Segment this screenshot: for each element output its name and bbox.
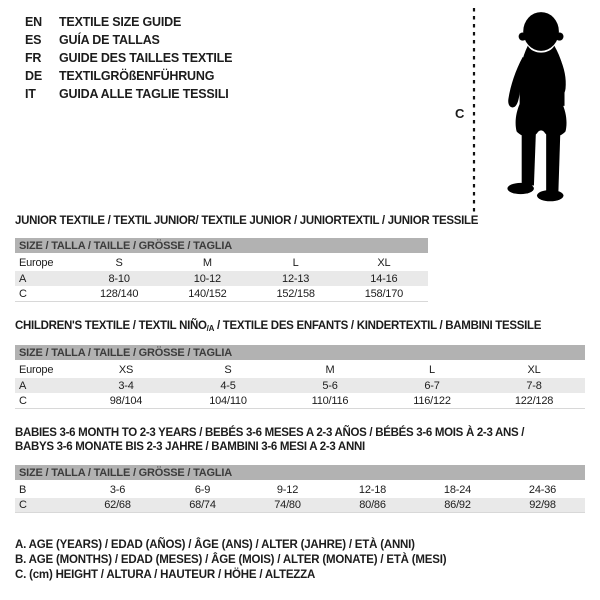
size-cell: S [224,363,232,376]
age-cell: 12-13 [282,272,310,285]
children-size-table [15,320,585,410]
language-code: DE [25,69,42,83]
children-title-pre: CHILDREN'S TEXTILE / TEXTIL NIÑO [15,320,207,332]
table-row-height [15,498,585,513]
row-label: Europe [19,363,54,376]
height-measure-label: C [455,106,465,121]
row-label: C [19,288,27,300]
language-code: ES [25,33,42,47]
language-list [25,13,232,103]
age-cell: 7-8 [526,379,542,392]
language-row-es [25,31,232,49]
footnote-age-years: A. AGE (YEARS) / EDAD (AÑOS) / ÂGE (ANS) / ALTER (JAHRE) / ETÀ (ANNI) [15,539,415,551]
size-cell: S [115,256,123,269]
age-cell: 4-5 [220,379,236,392]
height-cell: 128/140 [99,288,139,300]
table-row-age [15,271,428,286]
age-cell: 6-7 [424,379,440,392]
age-cell: 24-36 [528,483,557,496]
height-cell: 110/116 [311,395,349,407]
babies-title-line2: BABYS 3-6 MONATE BIS 2-3 JAHRE / BAMBINI 3-6 MESI A 2-3 ANNI [15,441,365,453]
junior-size-table [15,215,479,303]
height-cell: 140/152 [188,288,227,300]
children-table-title [15,320,585,335]
table-row-age-months [15,482,585,497]
size-header-bar: SIZE / TALLA / TAILLE / GRÖSSE / TAGLIA [15,238,428,253]
age-cell: 5-6 [322,379,338,392]
babies-title-line1: BABIES 3-6 MONTH TO 2-3 YEARS / BEBÉS 3-6 MESES A 2-3 AÑOS / BÉBÉS 3-6 MOIS À 2-3 ANS / [15,427,525,439]
row-label: C [19,499,27,511]
legend-footnotes [15,539,446,584]
junior-table-title: JUNIOR TEXTILE / TEXTIL JUNIOR/ TEXTILE JUNIOR / JUNIORTEXTIL / JUNIOR TESSILE [15,215,479,227]
footnote-age-months: B. AGE (MONTHS) / EDAD (MESES) / ÂGE (MOIS) / ALTER (MONATE) / ETÀ (MESI) [15,554,447,566]
table-row-height [15,287,428,302]
language-row-it [25,85,232,103]
row-label: A [19,272,27,285]
babies-table-title [15,427,585,455]
row-label: B [19,483,27,496]
size-cell: M [325,363,335,376]
height-cell: 116/122 [413,395,451,407]
baby-silhouette-icon [487,8,589,214]
row-label: A [19,379,27,392]
guide-title-en: TEXTILE SIZE GUIDE [59,15,182,29]
babies-size-table [15,427,585,514]
row-label: C [19,395,27,407]
height-cell: 62/68 [104,499,131,511]
size-cell: M [202,256,212,269]
table-row-height [15,394,585,409]
age-cell: 12-18 [358,483,387,496]
size-cell: XS [118,363,134,376]
height-cell: 104/110 [209,395,247,407]
language-code: FR [25,51,42,65]
table-row-europe [15,255,428,270]
height-cell: 86/92 [444,499,471,511]
language-code: IT [25,87,36,101]
language-row-de [25,67,232,85]
age-cell: 10-12 [193,272,221,285]
size-cell: L [429,363,435,376]
footnote-height-cm: C. (cm) HEIGHT / ALTURA / HAUTEUR / HÖHE / ALTEZZA [15,569,316,581]
height-cell: 80/86 [359,499,386,511]
size-header-bar: SIZE / TALLA / TAILLE / GRÖSSE / TAGLIA [15,465,585,480]
language-row-en [25,13,232,31]
row-label: Europe [19,256,54,269]
guide-title-fr: GUIDE DES TAILLES TEXTILE [59,51,233,65]
age-cell: 3-4 [118,379,134,392]
children-title-post: / TEXTILE DES ENFANTS / KINDERTEXTIL / BAMBINI TESSILE [214,320,542,332]
size-cell: L [292,256,299,269]
age-cell: 14-16 [370,272,398,285]
table-row-age [15,378,585,393]
height-cell: 152/158 [276,288,315,300]
height-cell: 92/98 [529,499,556,511]
height-cell: 74/80 [274,499,301,511]
size-cell: XL [527,363,541,376]
height-cell: 98/104 [109,395,143,407]
guide-title-de: TEXTILGRÖßENFÜHRUNG [59,69,215,83]
age-cell: 8-10 [108,272,130,285]
size-header-bar: SIZE / TALLA / TAILLE / GRÖSSE / TAGLIA [15,345,585,360]
size-cell: XL [377,256,391,269]
age-cell: 3-6 [109,483,126,496]
language-row-fr [25,49,232,67]
language-code: EN [25,15,42,29]
height-dashed-line-icon [472,8,476,214]
table-row-europe [15,362,585,377]
guide-title-it: GUIDA ALLE TAGLIE TESSILI [59,87,229,101]
height-cell: 158/170 [364,288,404,300]
guide-title-es: GUÍA DE TALLAS [59,33,160,47]
age-cell: 18-24 [443,483,472,496]
age-cell: 9-12 [276,483,299,496]
age-cell: 6-9 [194,483,211,496]
height-cell: 122/128 [514,395,554,407]
children-title-sub: /A [206,324,215,333]
height-cell: 68/74 [189,499,216,511]
